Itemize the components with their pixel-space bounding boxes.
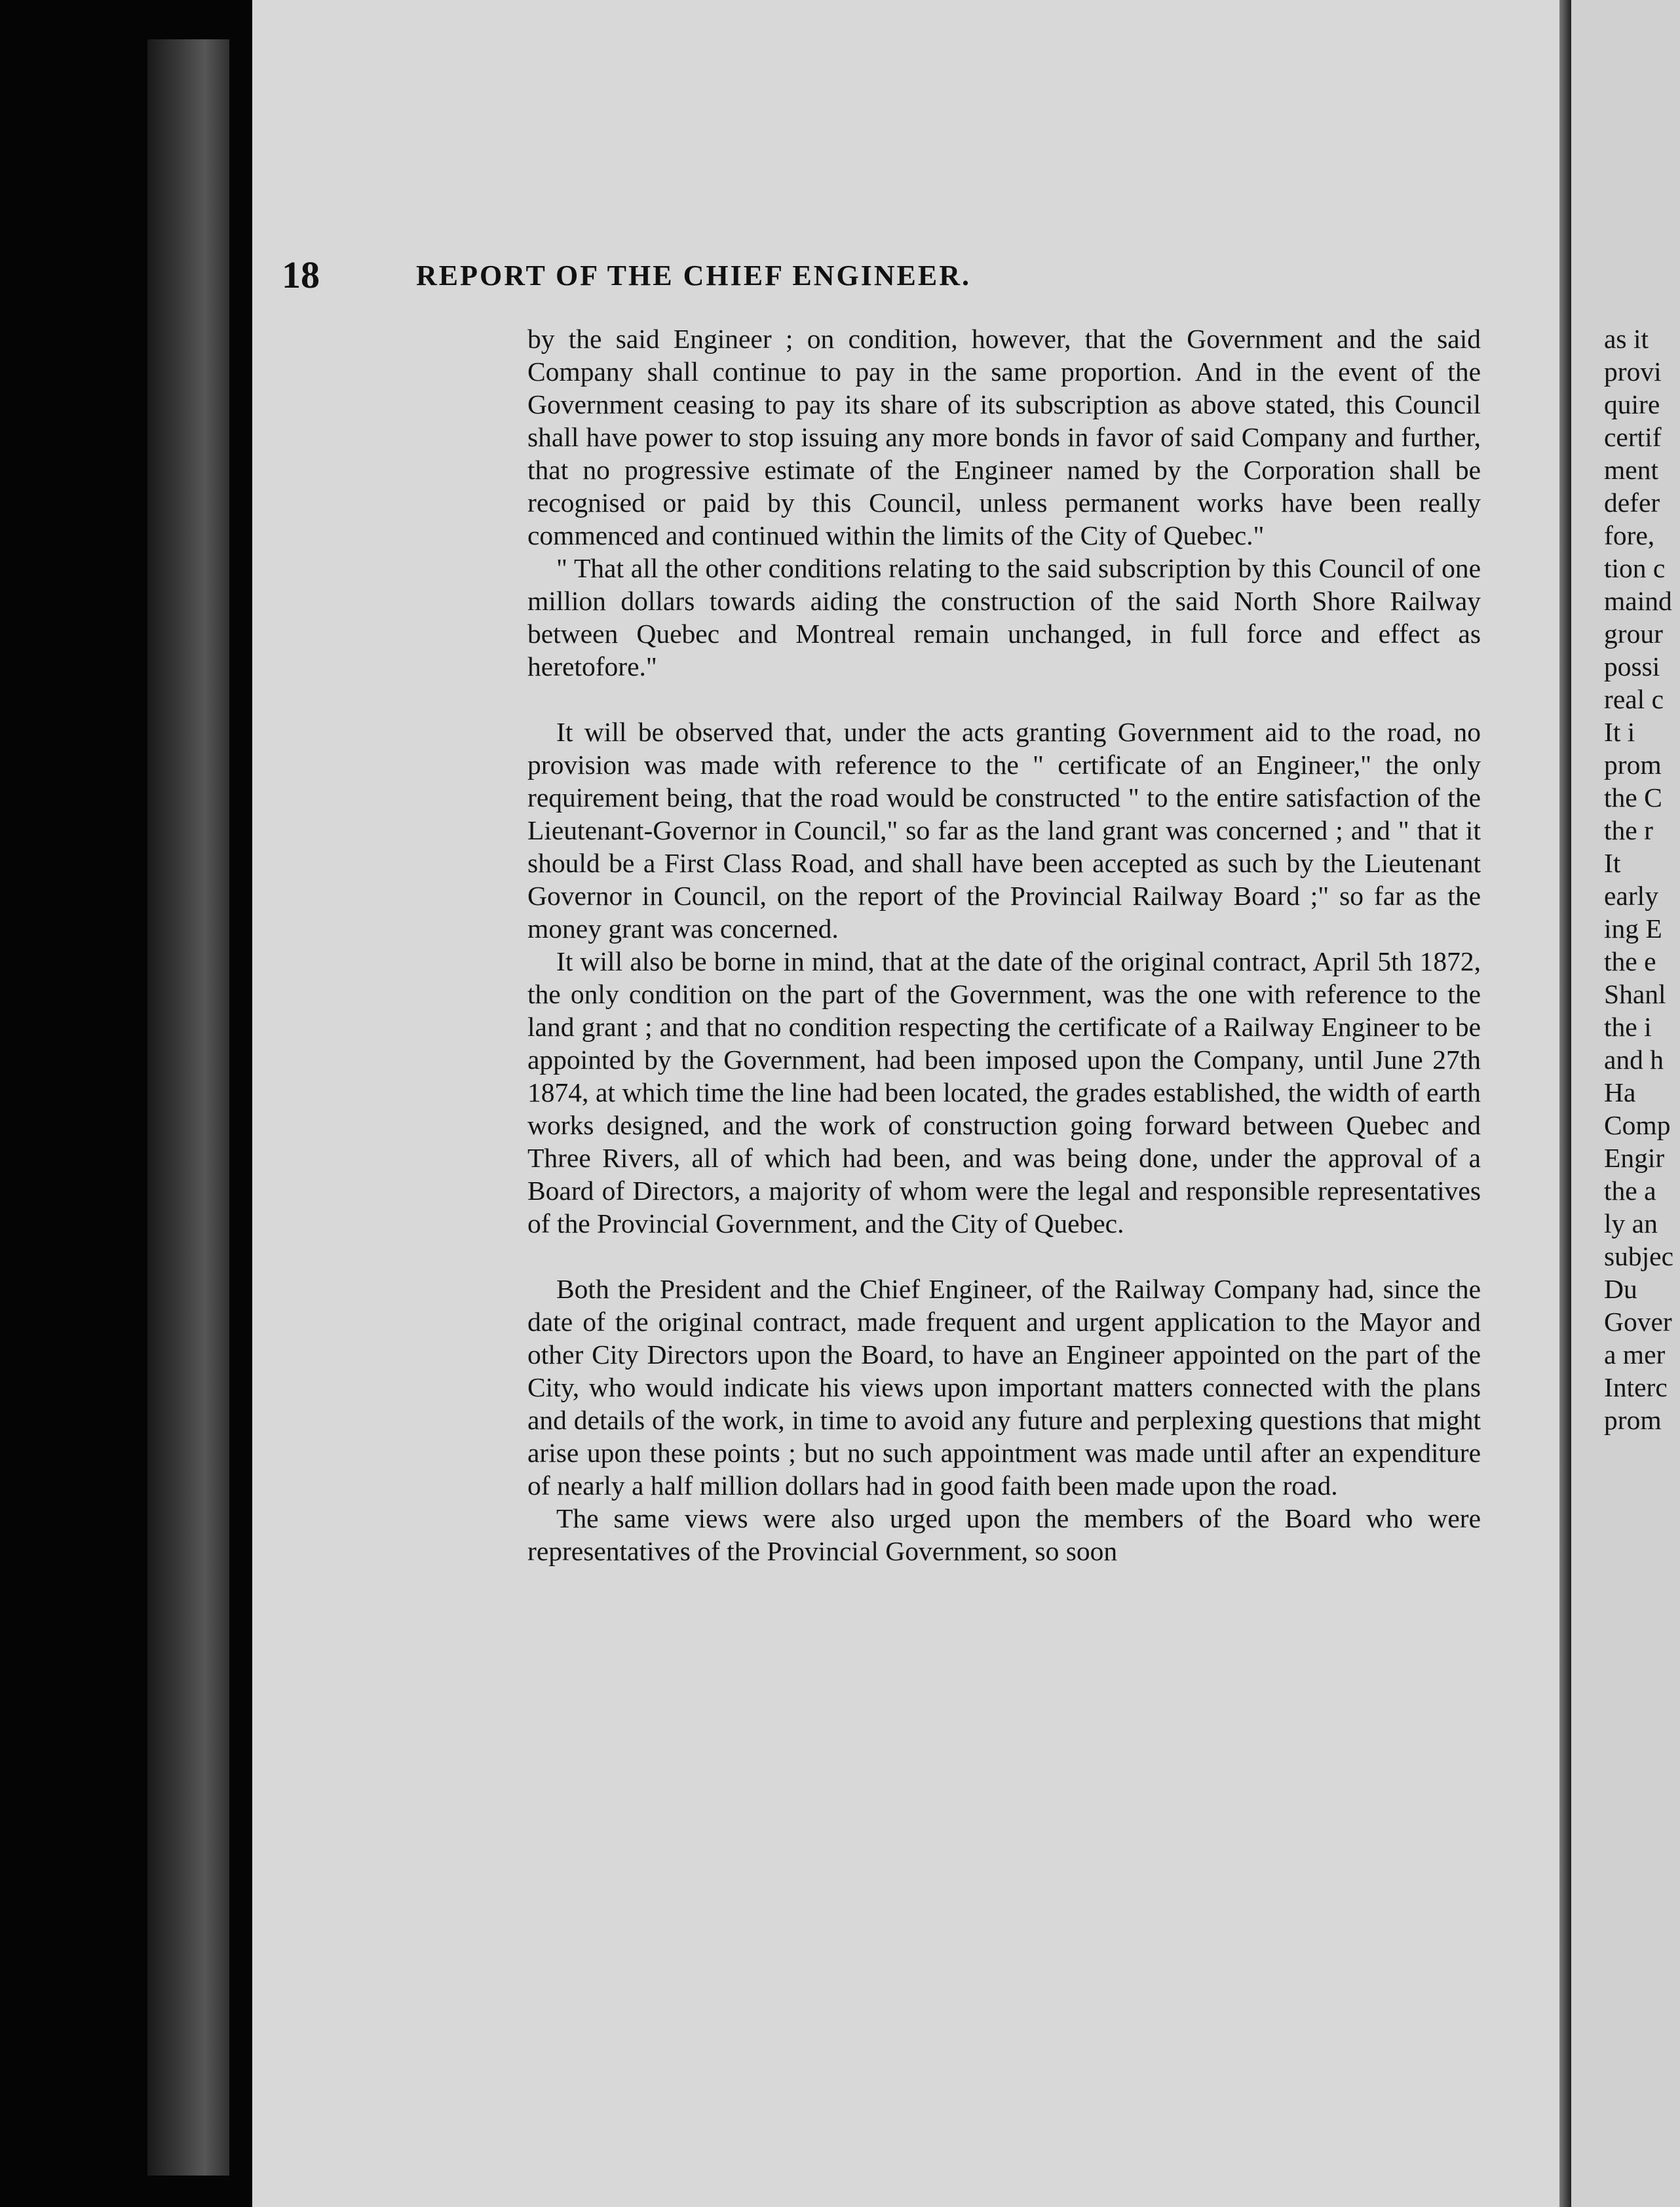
facing-page-line: and h [1604,1045,1664,1075]
facing-page-line: prom [1604,750,1662,780]
paragraph: " That all the other conditions relating to the said subscription by this Council of one million dollars towards aiding the construction of the said North Shore Railway between Quebec and Montreal remain unchanged, in full force and effect as heretofore." [527,553,1481,681]
facing-page-line: the i [1604,1012,1652,1042]
facing-page-line: the r [1604,815,1653,845]
facing-page-line: possi [1604,651,1660,681]
facing-page-line: maind [1604,586,1672,616]
facing-page-line: ing E [1604,913,1662,944]
paragraph: Both the President and the Chief Engineer, of the Railway Company had, since the date of the original contract, made frequent and urgent application to the Mayor and other City Directors upon the Board, to have an Engineer appointed on the part of the City, who would indicate his views upon important matters connected with the plans and details of the work, in time to avoid any future and perplexing questions that might arise upon these points ; but no such appointment was made until after an expenditure of nearly a half million dollars had in good faith been made upon the road. [527,1274,1481,1501]
facing-page-line: Interc [1604,1372,1668,1402]
facing-page-line: prom [1604,1405,1662,1435]
facing-page-line: the C [1604,782,1662,813]
facing-page-line: Engir [1604,1143,1665,1173]
facing-page-line: early [1604,881,1658,911]
facing-page-line: tion c [1604,553,1666,583]
facing-page-text [1604,322,1680,1436]
page-gutter-shadow [1559,0,1571,2207]
facing-page-line: provi [1604,356,1662,387]
facing-page-line: fore, [1604,520,1655,550]
facing-page-line: subjec [1604,1241,1674,1271]
facing-page-edge [1571,0,1680,2207]
facing-page-line: the a [1604,1176,1656,1206]
page-number: 18 [282,254,320,296]
running-title: REPORT OF THE CHIEF ENGINEER. [416,259,972,292]
facing-page-line: Gover [1604,1307,1672,1337]
facing-page-line: defer [1604,488,1660,518]
binding-edge [147,39,229,2176]
facing-page-line: ly an [1604,1208,1658,1238]
facing-page-line: grour [1604,619,1663,649]
scanner-background-left [0,0,252,2207]
facing-page-line: certif [1604,422,1662,452]
paragraph: The same views were also urged upon the members of the Board who were representatives of the Provincial Government, so soon [527,1503,1481,1566]
paragraph: by the said Engineer ; on condition, however, that the Government and the said Company shall continue to pay in the same proportion. And in the event of the Government ceasing to pay its share of its subscription as above stated, this Council shall have power to stop issuing any more bonds in favor of said Company and further, that no progressive estimate of the Engineer named by the Corporation shall be recognised or paid by this Council, unless permanent works have been really commenced and continued within the limits of the City of Quebec." [527,324,1481,550]
facing-page-line: Comp [1604,1110,1671,1140]
facing-page-line: quire [1604,389,1660,419]
facing-page-line: Shanl [1604,979,1666,1009]
facing-page-line: a mer [1604,1339,1666,1370]
facing-page-line: It i [1604,717,1635,747]
facing-page-line: Du [1604,1274,1637,1304]
page-header [282,252,1304,298]
page-body-text [527,322,1481,1567]
paragraph: It will also be borne in mind, that at the date of the original contract, April 5th 1872, the only condition on the part of the Government, was the one with reference to the land grant ; and that no condition respecting the certificate of a Railway Engineer to be appointed by the Government, had been imposed upon the Company, until June 27th 1874, at which time the line had been located, the grades established, the width of earth works designed, and the work of construction going forward between Quebec and Three Rivers, all of which had been, and was being done, under the approval of a Board of Directors, a majority of whom were the legal and responsible representatives of the Provincial Government, and the City of Quebec. [527,946,1481,1238]
paragraph: It will be observed that, under the acts granting Government aid to the road, no provision was made with reference to the " certificate of an Engineer," the only requirement being, that the road would be constructed " to the entire satisfaction of the Lieutenant-Governor in Council," so far as the land grant was concerned ; and " that it should be a First Class Road, and shall have been accepted as such by the Lieutenant Governor in Council, on the report of the Provincial Railway Board ;" so far as the money grant was concerned. [527,717,1481,944]
facing-page-line: as it [1604,324,1649,354]
facing-page-line: ment [1604,455,1658,485]
facing-page-line: real c [1604,684,1664,714]
facing-page-line: It [1604,848,1621,878]
facing-page-line: the e [1604,946,1656,976]
facing-page-line: Ha [1604,1077,1636,1107]
